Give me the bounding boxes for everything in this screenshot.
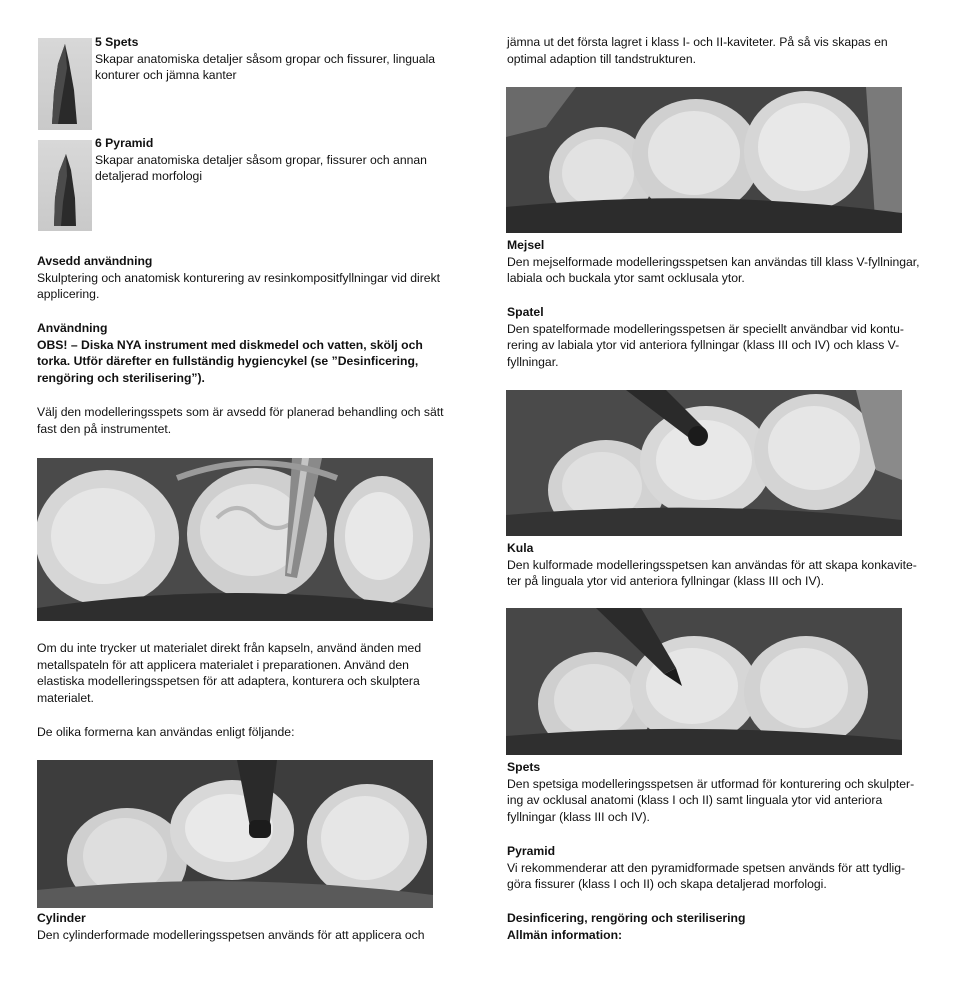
pyramid-text: Vi rekommenderar att den pyramidformade spetsen används för att tydlig-göra fissurer (klass I och II) och skapa detaljerad morfologi. [507,860,906,892]
cylinder-section [37,910,457,943]
paragraph-shapes-intro [37,724,457,741]
paragraph-1: Om du inte trycker ut materialet direkt från kapseln, använd änden med metallspateln för att applicera materialet i preparationen. Använd den elastiska modelleringsspetsen för att adaptera, konturera och skulptera materialet. [37,641,422,705]
cylinder-text: Den cylinderformade modelleringsspetsen används för att applicera och [37,927,425,942]
mejsel-section [507,237,927,287]
spatel-text: Den spatelformade modelleringsspetsen är speciellt användbar vid kontu-rering av labiala ytor vid anteriora fyllningar (klass III och IV) och klass V-fyllningar. [507,321,904,369]
tip-6-text: Skapar anatomiska detaljer såsom gropar, fissurer och annan detaljerad morfologi [95,152,427,184]
pyramid-section [507,843,927,893]
photo-filling-sculpting [37,458,433,621]
paragraph-material-application [37,640,457,706]
usage-instruction [37,404,457,437]
spatel-title: Spatel [507,305,544,319]
right-continuation [507,34,927,67]
pyramid-title: Pyramid [507,844,556,858]
spets-text: Den spetsiga modelleringsspetsen är utformad för konturering och skulpter-ing av ocklusal anatomi (klass I och II) samt linguala ytor vid anteriora fyllningar (klass III och IV). [507,776,915,824]
usage-section [37,320,457,386]
disinfection-subtitle: Allmän information: [507,927,623,942]
tip-6-pyramid-image [38,140,92,231]
tip-6-title: 6 Pyramid [95,136,154,150]
spets-section [507,759,927,825]
photo-mejsel [506,87,902,233]
tip-6-block [95,135,450,185]
intended-use-text: Skulptering och anatomisk konturering av resinkompositfyllningar vid direkt applicering. [37,270,441,302]
intended-use-title: Avsedd användning [37,254,153,268]
usage-title: Användning [37,321,108,335]
tip-5-title: 5 Spets [95,35,139,49]
disinfection-title: Desinficering, rengöring och sterilisering [507,911,746,925]
continuation-text: jämna ut det första lagret i klass I- och II-kaviteter. På så vis skapas en optimal adaption till tandstrukturen. [507,35,888,66]
usage-text: Välj den modelleringsspets som är avsedd för planerad behandling och sätt fast den på instrumentet. [37,405,444,436]
kula-section [507,540,927,590]
photo-cylinder [37,760,433,908]
cylinder-title: Cylinder [37,911,86,925]
tip-5-block [95,34,450,84]
tip-5-text: Skapar anatomiska detaljer såsom gropar och fissurer, linguala konturer och jämna kanter [95,51,436,83]
disinfection-section [507,910,927,943]
usage-warning: OBS! – Diska NYA instrument med diskmedel och vatten, skölj och torka. Utför därefter en fullständig hygiencykel (se ”Desinficering, rengöring och sterilisering”). [37,337,423,385]
paragraph-2: De olika formerna kan användas enligt följande: [37,725,295,739]
kula-title: Kula [507,541,534,555]
photo-kula [506,390,902,536]
intended-use-section [37,253,457,303]
mejsel-title: Mejsel [507,238,545,252]
spatel-section [507,304,927,370]
photo-spets [506,608,902,755]
kula-text: Den kulformade modelleringsspetsen kan användas för att skapa konkavite-ter på linguala ytor vid anteriora fyllningar (klass III och IV). [507,557,917,589]
tip-5-spets-image [38,38,92,130]
mejsel-text: Den mejselformade modelleringsspetsen kan användas till klass V-fyllningar, labiala och buckala ytor samt ocklusala ytor. [507,254,920,286]
spets-title: Spets [507,760,541,774]
